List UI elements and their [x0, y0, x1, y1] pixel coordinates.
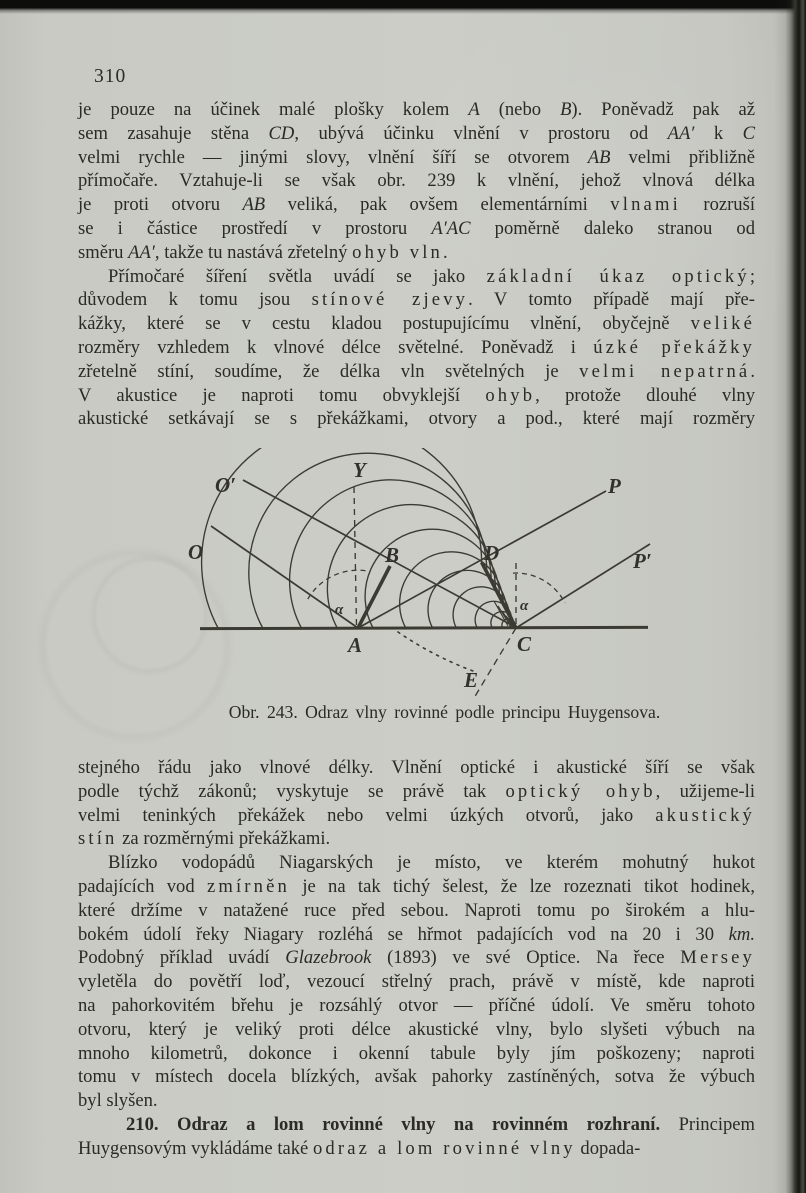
text-segment: Podobný příklad uvádí	[78, 947, 286, 969]
text-segment: (1893) ve své Optice. Na řece	[371, 947, 681, 969]
text-segment: je proti otvoru	[78, 194, 243, 216]
incident-ray-o-prime	[243, 480, 516, 628]
text-line	[78, 1065, 755, 1089]
text-segment: akustický	[655, 804, 755, 826]
text-line	[78, 899, 755, 923]
scan-top-edge	[0, 0, 806, 14]
text-segment: B	[560, 99, 572, 120]
text-segment: padajících vod	[78, 875, 207, 897]
text-segment: bokém údolí řeky Niagary rozléhá se hřmot padajících vod na 20 i 30	[78, 923, 729, 945]
text-line	[78, 193, 755, 217]
text-segment: Mersey	[680, 947, 755, 969]
text-line	[78, 146, 755, 170]
text-line	[78, 98, 755, 122]
text-segment: , užijeme-li	[655, 780, 755, 802]
text-line	[78, 265, 755, 289]
paragraph	[78, 265, 755, 432]
text-segment: Principem	[660, 1113, 756, 1135]
label-c: C	[517, 632, 532, 656]
text-segment: ohyb vln	[352, 241, 444, 263]
label-d: D	[484, 541, 500, 565]
text-line	[78, 1089, 755, 1113]
text-line	[78, 923, 755, 947]
label-p: P	[608, 474, 621, 498]
text-segment: poměrně daleko stranou od	[470, 217, 755, 239]
text-line	[78, 360, 755, 384]
text-line	[78, 1042, 755, 1066]
text-segment: Glazebrook	[285, 947, 372, 969]
text-segment: , protože dlouhé vlny	[535, 384, 756, 406]
dashed-line-c-e	[474, 628, 516, 698]
text-segment: akustické setkávají se s překážkami, otvory a pod., které mají rozměry	[78, 408, 755, 430]
text-segment: stejného řádu jako vlnové délky. Vlnění optické i akustické šíří se však	[78, 757, 755, 778]
text-line	[78, 970, 755, 994]
text-segment: za rozměrnými překážkami.	[117, 828, 331, 850]
text-segment: AB	[242, 194, 266, 216]
text-segment: velmi přibližně	[610, 146, 755, 168]
text-line	[78, 122, 755, 146]
text-segment: zmírněn	[206, 875, 290, 897]
paragraph	[78, 98, 755, 265]
figure-geometry	[200, 448, 650, 698]
text-segment: veliká, pak ovšem elementárními	[265, 194, 611, 216]
text-segment: úzké překážky	[593, 336, 755, 358]
text-segment: veliké	[690, 313, 755, 335]
text-segment: . V tomto případě mají pře-	[468, 289, 755, 311]
normal-dashed-y	[354, 487, 357, 627]
text-segment: zřetelně stíní, soudíme, že délka vln světelných je	[78, 360, 580, 382]
label-o: O	[188, 540, 204, 564]
label-b: B	[385, 543, 400, 567]
text-line	[78, 946, 755, 970]
text-line	[78, 407, 755, 431]
text-segment: Přímočaré šíření světla uvádí se jako	[108, 265, 487, 287]
text-segment: AA′	[667, 122, 695, 144]
text-line	[78, 1018, 755, 1042]
mirror-surface-line	[200, 627, 648, 628]
text-segment: .	[750, 360, 755, 382]
text-line	[78, 217, 755, 241]
text-segment: (nebo	[479, 99, 561, 120]
text-segment: sem zasahuje stěna	[78, 122, 269, 144]
text-segment: A′AC	[431, 217, 471, 239]
text-segment: .	[443, 241, 448, 263]
dotted-arc-below	[398, 632, 473, 671]
text-segment: směru	[78, 241, 129, 263]
figure-caption: Obr. 243. Odraz vlny rovinné podle principu Huygensova.	[228, 702, 661, 722]
label-o-prime: O′	[215, 473, 237, 497]
text-segment: podle týchž zákonů; vyskytuje se právě tak	[78, 780, 506, 802]
text-segment: km.	[728, 923, 755, 945]
text-line	[78, 875, 755, 899]
text-segment: kážky, které se v cestu kladou postupujícímu vlnění, obyčejně	[78, 313, 691, 335]
text-segment: které držíme v natažené ruce před sebou. Naproti tomu po širokém a hlu-	[78, 899, 755, 921]
text-segment: optický ohyb	[505, 780, 656, 802]
label-alpha-left: α	[335, 602, 344, 618]
text-line	[78, 851, 755, 875]
angle-arc-left	[308, 570, 370, 599]
text-segment: CD	[268, 122, 295, 144]
scan-right-shadow	[774, 0, 806, 1193]
text-line	[78, 169, 755, 193]
text-line	[78, 241, 755, 265]
text-segment: velmi teninkých překážek nebo velmi úzkých otvorů, jako	[78, 804, 656, 826]
page-number: 310	[94, 66, 127, 87]
text-segment: přímočaře. Vztahuje-li se však obr. 239 k vlnění, jehož vlnová délka	[78, 170, 755, 192]
paragraph	[78, 756, 755, 851]
label-y: Y	[353, 458, 366, 482]
text-segment: je na tak tichý šelest, že lze rozeznati tikot hodinek,	[290, 875, 755, 897]
label-alpha-right: α	[520, 598, 529, 614]
text-segment: A	[468, 99, 480, 120]
text-segment: odraz a lom rovinné vlny	[312, 1137, 576, 1159]
text-segment: C	[742, 122, 756, 144]
text-line	[78, 780, 755, 804]
text-segment: V akustice je naproti tomu obvyklejší	[78, 384, 486, 406]
text-segment: rozruší	[680, 194, 756, 216]
text-block-bottom	[78, 756, 755, 1161]
text-segment: k	[694, 122, 743, 144]
text-segment: mnoho kilometrů, dokonce i okenní tabule byly jím poškozeny; naproti	[78, 1042, 755, 1064]
text-line	[78, 1137, 755, 1161]
text-line	[78, 804, 755, 828]
text-segment: důvodem k tomu jsou	[78, 289, 312, 311]
text-segment: dopada-	[575, 1137, 641, 1159]
text-line	[78, 384, 755, 408]
text-segment: velmi nepatrná	[579, 360, 751, 382]
figure-obr-243	[183, 448, 675, 712]
text-segment: ). Poněvadž pak až	[571, 99, 755, 120]
text-segment: otvoru, který je veliký proti délce akustické vlny, bylo slyšeti výbuch na	[78, 1018, 755, 1040]
text-segment: velmi rychle — jinými slovy, vlnění šíří se otvorem	[78, 146, 588, 168]
text-line	[78, 827, 755, 851]
reflected-ray-c-p-prime	[516, 544, 650, 628]
text-segment: se i částice prostředí v prostoru	[78, 217, 432, 239]
text-segment: základní úkaz optický	[486, 265, 750, 287]
text-line	[78, 312, 755, 336]
text-segment: ohyb	[485, 384, 536, 406]
text-segment: , takže tu nastává zřetelný	[154, 241, 353, 263]
label-p-prime: P′	[633, 549, 652, 573]
label-e: E	[464, 668, 479, 692]
text-segment: na pahorkovitém břehu je rozsáhlý otvor — příčné údolí. Ve směru tohoto	[78, 994, 755, 1016]
text-line	[78, 756, 755, 780]
text-segment: AB	[587, 146, 611, 168]
text-segment: vlnami	[610, 194, 681, 216]
text-segment: byl slyšen.	[78, 1090, 158, 1112]
text-segment: stínové zjevy	[311, 289, 469, 311]
label-a: A	[348, 633, 363, 657]
text-line	[78, 288, 755, 312]
text-segment: , ubývá účinku vlnění v prostoru od	[294, 122, 668, 144]
text-segment: Blízko vodopádů Niagarských je místo, ve kterém mohutný hukot	[108, 852, 755, 874]
text-segment: AA′	[128, 241, 155, 263]
paragraph	[78, 851, 755, 1113]
text-segment: vyletěla do povětří loď, vezoucí střelný prach, právě v místě, kde naproti	[78, 971, 755, 993]
text-segment: 210. Odraz a lom rovinné vlny na rovinném rozhraní.	[126, 1113, 661, 1135]
text-segment: Huygensovým vykládáme také	[78, 1137, 313, 1159]
text-segment: rozměry vzhledem k vlnové délce světelné. Poněvadž i	[78, 336, 594, 358]
text-line	[78, 994, 755, 1018]
text-line	[78, 1113, 755, 1137]
text-line	[78, 336, 755, 360]
text-segment: je pouze na účinek malé plošky kolem	[78, 99, 469, 120]
text-segment: stín	[78, 828, 118, 850]
text-segment: tomu v místech docela blízkých, avšak pahorky zastíněných, sotva že výbuch	[78, 1066, 755, 1088]
text-block-top	[78, 98, 755, 431]
text-segment: ;	[749, 265, 755, 287]
paragraph	[78, 1113, 755, 1161]
